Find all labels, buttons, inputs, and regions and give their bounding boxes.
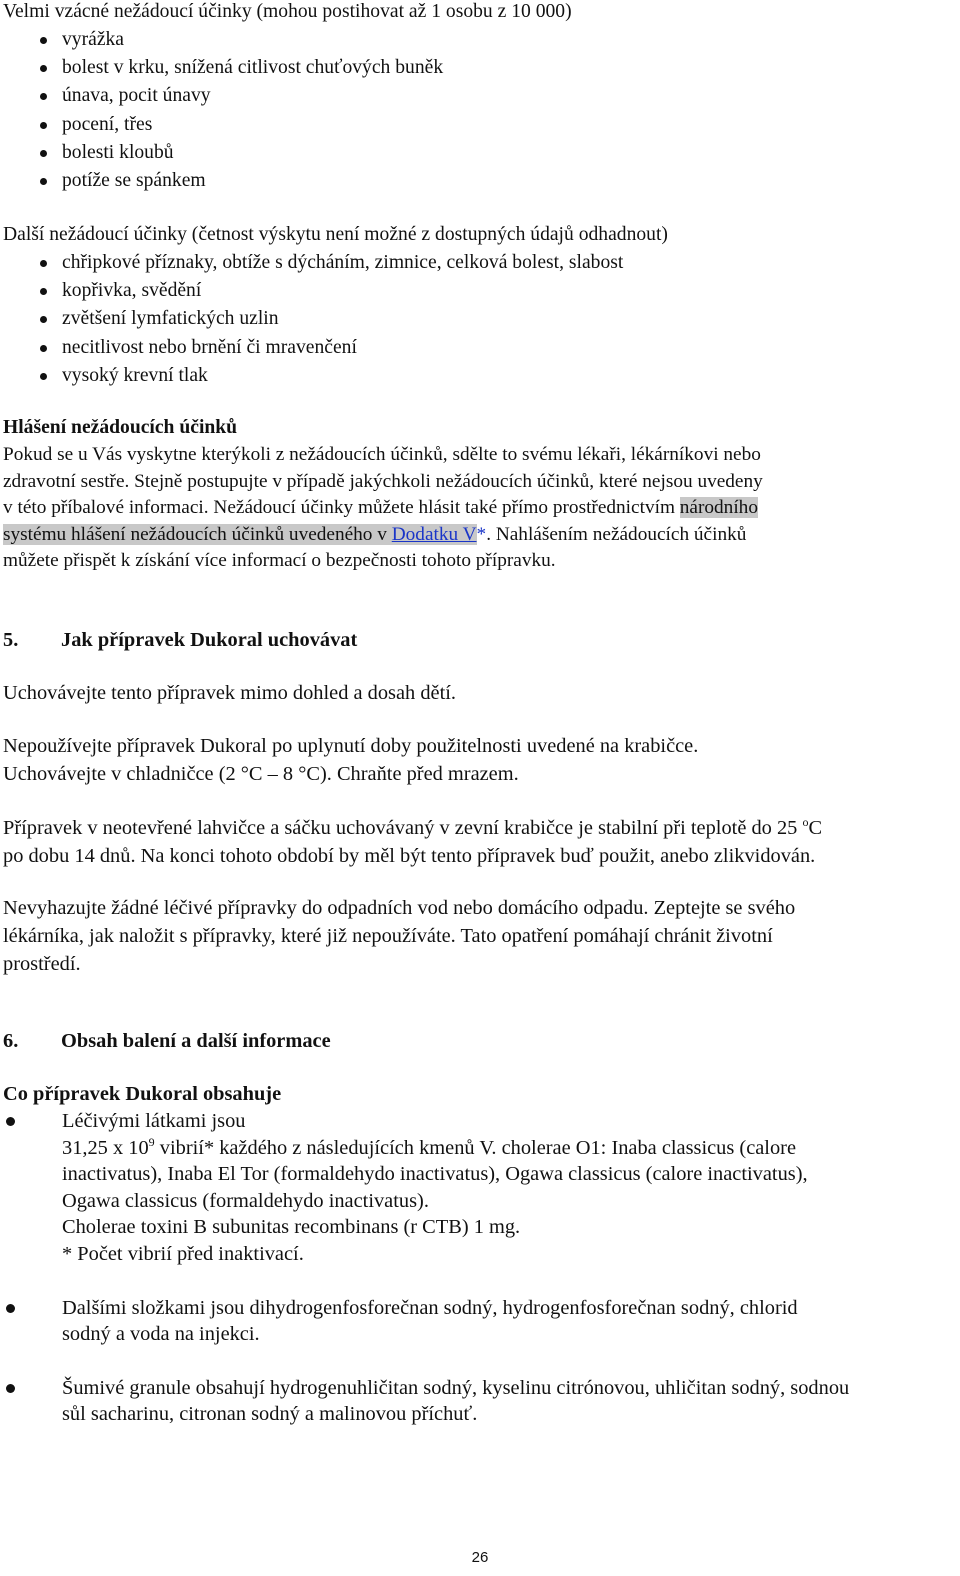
contents-subheading: Co přípravek Dukoral obsahuje — [3, 1083, 282, 1105]
reporting-paragraph: Pokud se u Vás vyskytne kterýkoli z nežádoucích účinků, sdělte to svému lékaři, lékárníkovi nebo zdravotní sestře. Stejně postupujte v případě jakýchkoli nežádoucích účinků, které nejsou uvedeny v této příbalové informaci. Nežádoucí účinky můžete hlásit také přímo prostřednictvím národního systému hlášení nežádoucích účinků uvedeného v Dodatku V*. Nahlášením nežádoucích účinků můžete přispět k získání více informací o bezpečnosti tohoto přípravku. — [3, 444, 763, 571]
bullet-icon — [40, 65, 47, 72]
bullet-icon — [40, 288, 47, 295]
list-item: kopřivka, svědění — [0, 277, 623, 305]
other-effects-heading: Další nežádoucí účinky (četnost výskytu není možné z dostupných údajů odhadnout) — [3, 224, 668, 245]
list-item: bolest v krku, snížená citlivost chuťových buněk — [0, 54, 443, 82]
bullet-icon — [40, 316, 47, 323]
list-item: bolesti kloubů — [0, 139, 443, 167]
list-item: Dalšími složkami jsou dihydrogenfosforečnan sodný, hydrogenfosforečnan sodný, chlorid sodný a voda na injekci. — [0, 1295, 955, 1348]
bullet-icon — [40, 373, 47, 380]
appendix-v-link[interactable]: Dodatku V — [391, 523, 477, 545]
page-number: 26 — [471, 1549, 489, 1566]
section-6-heading: 6. Obsah balení a další informace — [3, 1030, 331, 1052]
other-effects-list — [0, 249, 623, 390]
reporting-heading: Hlášení nežádoucích účinků — [3, 417, 238, 438]
rare-effects-list — [0, 26, 443, 195]
bullet-icon — [40, 122, 47, 129]
highlighted-text: národního — [679, 497, 758, 518]
bullet-icon — [40, 260, 47, 267]
list-item: chřipkové příznaky, obtíže s dýcháním, zimnice, celková bolest, slabost — [0, 249, 623, 277]
list-item: necitlivost nebo brnění či mravenčení — [0, 334, 623, 362]
list-item: únava, pocit únavy — [0, 82, 443, 110]
contents-list — [0, 1108, 955, 1428]
highlighted-text: systému hlášení nežádoucích účinků uvedeného v — [3, 523, 392, 545]
bullet-icon — [6, 1117, 15, 1126]
rare-effects-heading: Velmi vzácné nežádoucí účinky (mohou postihovat až 1 osobu z 10 000) — [3, 1, 572, 22]
bullet-icon — [40, 150, 47, 157]
list-item: Šumivé granule obsahují hydrogenuhličitan sodný, kyselinu citrónovou, uhličitan sodný, sodnou sůl sacharinu, citronan sodný a malinovou příchuť. — [0, 1375, 955, 1428]
disposal-paragraph: Nevyhazujte žádné léčivé přípravky do odpadních vod nebo domácího odpadu. Zeptejte se svého lékárníka, jak naložit s přípravky, které již nepoužíváte. Tato opatření pomáhají chránit životní prostředí. — [3, 897, 796, 975]
list-item: pocení, třes — [0, 111, 443, 139]
list-item: zvětšení lymfatických uzlin — [0, 305, 623, 333]
bullet-icon — [40, 345, 47, 352]
bullet-icon — [6, 1384, 15, 1393]
bullet-icon — [40, 37, 47, 44]
bullet-icon — [40, 178, 47, 185]
list-item: potíže se spánkem — [0, 167, 443, 195]
list-item: vysoký krevní tlak — [0, 362, 623, 390]
storage-paragraph-1: Uchovávejte tento přípravek mimo dohled a dosah dětí. — [3, 682, 456, 704]
bullet-icon — [40, 93, 47, 100]
section-5-heading: 5. Jak přípravek Dukoral uchovávat — [3, 629, 358, 651]
storage-paragraph-2: Nepoužívejte přípravek Dukoral po uplynutí doby použitelnosti uvedené na krabičce. Uchovávejte v chladničce (2 °C – 8 °C). Chraňte před mrazem. — [3, 735, 699, 785]
list-item: Léčivými látkami jsou 31,25 x $10^9$ vibrií* každého z následujících kmenů V. cholerae O1: Inaba classicus (calore inactivatus), Inaba El Tor (formaldehydo inactivatus), Ogawa classicus (calore inactivatus), Ogawa classicus (formaldehydo inactivatus). Cholerae toxini B subunitas recombinans (r CTB) 1 mg. * Počet vibrií před inaktivací. — [0, 1108, 955, 1268]
list-item: vyrážka — [0, 26, 443, 54]
storage-paragraph-3: Přípravek v neotevřené lahvičce a sáčku uchovávaný v zevní krabičce je stabilní při teplotě do 25 $^o$C po dobu 14 dnů. Na konci tohoto období by měl být tento přípravek buď použit, anebo zlikvidován. — [3, 815, 823, 867]
bullet-icon — [6, 1304, 15, 1313]
